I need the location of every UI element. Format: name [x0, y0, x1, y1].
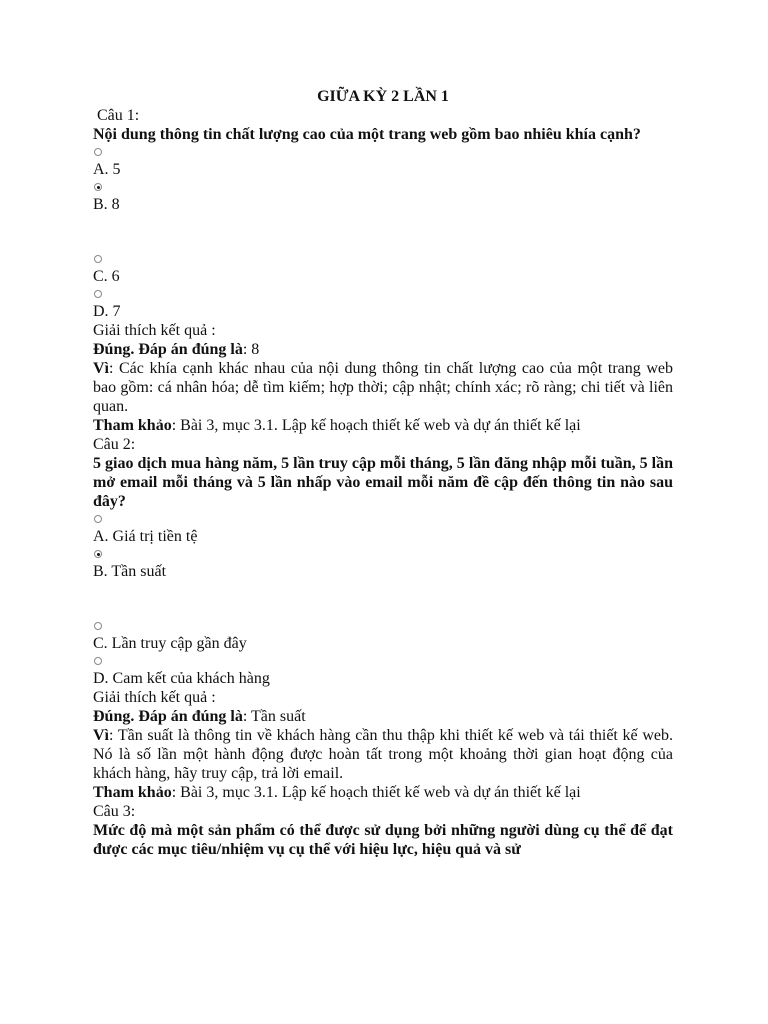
document-title: GIỮA KỲ 2 LẦN 1 [317, 88, 449, 105]
radio-option-b[interactable] [94, 550, 102, 558]
reference-label: Tham khảo [93, 784, 172, 801]
radio-option-d[interactable] [94, 290, 102, 298]
correct-answer-value: : Tần suất [242, 708, 306, 725]
option-label-c: C. Lần truy cập gần đây [93, 635, 247, 652]
explanation-label: Giải thích kết quả : [93, 689, 216, 706]
option-label-d: D. 7 [93, 303, 121, 320]
question-text: 5 giao dịch mua hàng năm, 5 lần truy cập mỗi tháng, 5 lần đăng nhập mỗi tuần, 5 lần mở email mỗi tháng và 5 lần nhấp vào email mỗi năm đề cập đến thông tin nào sau đây? [93, 455, 673, 510]
reason-text: : Các khía cạnh khác nhau của nội dung thông tin chất lượng cao của một trang web bao gồm: cá nhân hóa; dễ tìm kiếm; hợp thời; cập nhật; chính xác; rõ ràng; chi tiết và liên quan. [93, 360, 673, 415]
question-text: Nội dung thông tin chất lượng cao của một trang web gồm bao nhiêu khía cạnh? [93, 126, 641, 143]
correct-answer-value: : 8 [242, 341, 260, 358]
option-label-c: C. 6 [93, 268, 120, 285]
reference-label: Tham khảo [93, 417, 172, 434]
radio-option-c[interactable] [94, 622, 102, 630]
question-1 [93, 106, 673, 435]
option-label-b: B. Tần suất [93, 563, 167, 580]
spacer [93, 214, 673, 251]
document-content [93, 86, 673, 859]
explanation-label: Giải thích kết quả : [93, 322, 216, 339]
question-number: Câu 1: [97, 107, 140, 124]
reference-text: : Bài 3, mục 3.1. Lập kế hoạch thiết kế web và dự án thiết kế lại [171, 784, 581, 801]
reason-label: Vì [93, 727, 109, 744]
reference [93, 783, 673, 802]
correct-answer-prefix: Đúng. Đáp án đúng là [93, 341, 243, 358]
correct-answer [93, 707, 673, 726]
radio-option-a[interactable] [94, 148, 102, 156]
correct-answer-prefix: Đúng. Đáp án đúng là [93, 708, 243, 725]
question-number: Câu 3: [93, 803, 136, 820]
option-label-b: B. 8 [93, 196, 120, 213]
option-label-a: A. Giá trị tiền tệ [93, 528, 198, 545]
option-label-d: D. Cam kết của khách hàng [93, 670, 270, 687]
reason-label: Vì [93, 360, 109, 377]
reason-text: : Tần suất là thông tin về khách hàng cần thu thập khi thiết kế web và tái thiết kế web. Nó là số lần một hành động được hoàn tất trong một khoảng thời gian hoạt động của khách hàng, hãy truy cập, trả lời email. [93, 727, 673, 782]
reason [93, 726, 673, 783]
radio-option-b[interactable] [94, 183, 102, 191]
reference [93, 416, 673, 435]
reference-text: : Bài 3, mục 3.1. Lập kế hoạch thiết kế web và dự án thiết kế lại [171, 417, 581, 434]
reason [93, 359, 673, 416]
radio-option-a[interactable] [94, 515, 102, 523]
question-3 [93, 802, 673, 859]
spacer [93, 581, 673, 618]
option-label-a: A. 5 [93, 161, 121, 178]
radio-option-d[interactable] [94, 657, 102, 665]
radio-option-c[interactable] [94, 255, 102, 263]
question-text: Mức độ mà một sản phẩm có thể được sử dụng bởi những người dùng cụ thể để đạt được các mục tiêu/nhiệm vụ cụ thể với hiệu lực, hiệu quả và sử [93, 822, 673, 858]
question-2 [93, 435, 673, 802]
correct-answer [93, 340, 673, 359]
question-number: Câu 2: [93, 436, 136, 453]
